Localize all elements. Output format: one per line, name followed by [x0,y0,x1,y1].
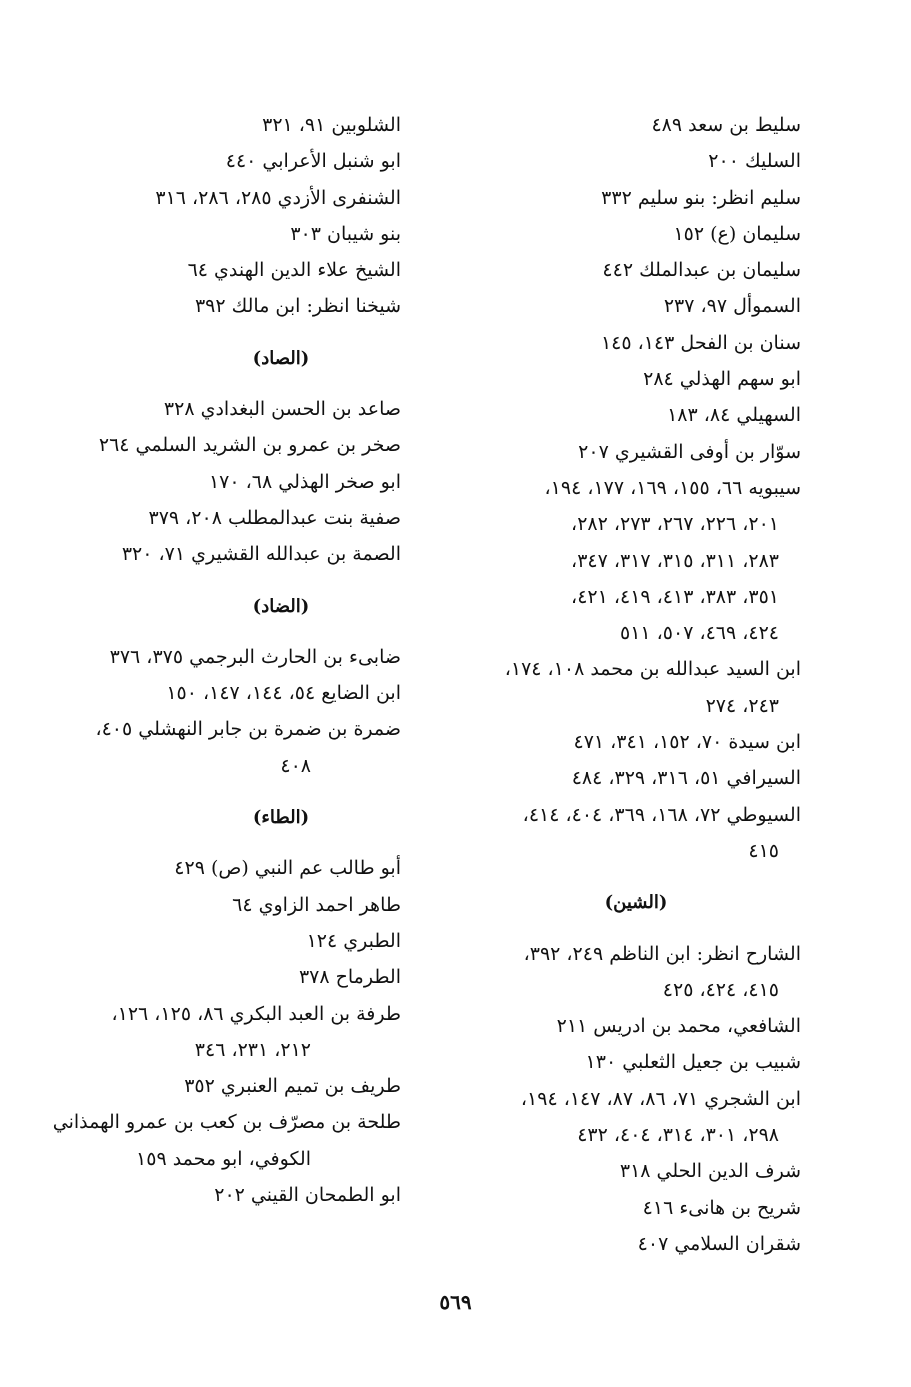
index-entry: السيوطي ٧٢، ١٦٨، ٣٦٩، ٤٠٤، ٤١٤، [522,803,801,826]
index-entry: السليك ٢٠٠ [708,150,801,173]
index-entry: ابو صخر الهذلي ٦٨، ١٧٠ [208,470,401,493]
daad-entries [51,639,401,784]
index-column-right [441,107,801,1262]
index-entry: سليط بن سعد ٤٨٩ [651,114,801,136]
index-entry: شيخنا انظر: ابن مالك ٣٩٢ [194,295,401,318]
index-entry: شبيب بن جعيل الثعلبي ١٣٠ [585,1051,801,1074]
sheen-entries-left [51,107,401,325]
index-entry: الطبري ١٢٤ [306,929,401,952]
index-entry: طريف بن تميم العنبري ٣٥٢ [184,1075,401,1098]
index-entry: الطرماح ٣٧٨ [298,966,401,989]
section-heading-taa: (الطاء) [252,807,310,829]
index-entry: ابن السيد عبدالله بن محمد ١٠٨، ١٧٤، [504,658,801,681]
section-heading-sheen: (الشين) [604,892,668,914]
index-entry: أبو طالب عم النبي (ص) ٤٢٩ [174,857,401,880]
saad-entries [51,391,401,572]
index-entry-continuation: ٢٩٨، ٣٠١، ٣١٤، ٤٠٤، ٤٣٢ [577,1124,779,1147]
index-column-left [51,107,401,1213]
index-entry: سليمان بن عبدالملك ٤٤٢ [602,259,801,282]
index-entry: بنو شيبان ٣٠٣ [290,222,401,245]
index-entry: سيبويه ٦٦، ١٥٥، ١٦٩، ١٧٧، ١٩٤، [544,476,801,499]
index-entry: سليمان (ع) ١٥٢ [673,222,801,245]
index-entry: صفية بنت عبدالمطلب ٢٠٨، ٣٧٩ [148,506,401,529]
index-entry: الشلوبين ٩١، ٣٢١ [262,114,401,136]
index-entry: ابو الطمحان القيني ٢٠٢ [214,1184,401,1207]
index-entry: ضابىء بن الحارث البرجمي ٣٧٥، ٣٧٦ [109,645,401,668]
index-entry-continuation: الكوفي، ابو محمد ١٥٩ [136,1147,311,1170]
section-heading-daad: (الضاد) [252,595,310,617]
index-entry-continuation: ٢٠١، ٢٢٦، ٢٦٧، ٢٧٣، ٢٨٢، [571,513,779,536]
index-entry: سليم انظر: بنو سليم ٣٣٢ [601,186,801,209]
index-entry: سنان بن الفحل ١٤٣، ١٤٥ [600,331,801,354]
index-entry: صخر بن عمرو بن الشريد السلمي ٢٦٤ [98,434,401,457]
index-entry: ابو سهم الهذلي ٢٨٤ [643,368,801,391]
index-entry-continuation: ٤٢٤، ٤٦٩، ٥٠٧، ٥١١ [619,622,779,645]
index-entry-continuation: ٣٥١، ٣٨٣، ٤١٣، ٤١٩، ٤٢١، [571,585,779,608]
index-entry: الشيخ علاء الدين الهندي ٦٤ [187,259,401,282]
index-entry: الشارح انظر: ابن الناظم ٢٤٩، ٣٩٢، [523,942,801,965]
section-heading-saad: (الصاد) [252,347,310,369]
index-entry-continuation: ٢٨٣، ٣١١، ٣١٥، ٣١٧، ٣٤٧، [571,549,779,572]
s-entries [441,107,801,869]
index-entry: صاعد بن الحسن البغدادي ٣٢٨ [163,398,401,421]
index-entry-continuation: ٤١٥ [748,839,779,862]
index-entry-continuation: ٤١٥، ٤٢٤، ٤٢٥ [662,978,779,1001]
index-entry-continuation: ٤٠٨ [280,754,311,777]
index-entry: سوّار بن أوفى القشيري ٢٠٧ [578,440,801,463]
index-entry: شريح بن هانىء ٤١٦ [642,1196,801,1219]
index-entry: الشنفرى الأزدي ٢٨٥، ٢٨٦، ٣١٦ [155,186,401,209]
index-entry: ضمرة بن ضمرة بن جابر النهشلي ٤٠٥، [95,718,401,741]
index-entry: طلحة بن مصرّف بن كعب بن عمرو الهمذاني [52,1111,401,1134]
index-entry: الصمة بن عبدالله القشيري ٧١، ٣٢٠ [121,543,401,566]
index-entry: الشافعي، محمد بن ادريس ٢١١ [556,1015,801,1038]
index-entry-continuation: ٢١٢، ٢٣١، ٣٤٦ [194,1038,311,1061]
index-entry: شقران السلامي ٤٠٧ [637,1232,801,1255]
page-number: ٥٦٩ [439,1290,472,1314]
index-entry: ابن سيدة ٧٠، ١٥٢، ٣٤١، ٤٧١ [573,731,801,754]
sheen-entries-right [441,936,801,1263]
index-entry: طاهر احمد الزاوي ٦٤ [232,893,401,916]
index-entry: طرفة بن العبد البكري ٨٦، ١٢٥، ١٢٦، [111,1002,401,1025]
index-entry-continuation: ٢٤٣، ٢٧٤ [705,694,779,717]
index-entry: شرف الدين الحلي ٣١٨ [619,1160,801,1183]
index-entry: ابن الضايع ٥٤، ١٤٤، ١٤٧، ١٥٠ [166,682,401,705]
index-entry: السموأل ٩٧، ٢٣٧ [663,295,801,318]
index-entry: ابن الشجري ٧١، ٨٦، ٨٧، ١٤٧، ١٩٤، [520,1087,801,1110]
index-entry: السهيلي ٨٤، ١٨٣ [667,404,801,427]
taa-entries [51,850,401,1213]
index-entry: السيرافي ٥١، ٣١٦، ٣٢٩، ٤٨٤ [571,767,801,790]
index-entry: ابو شنبل الأعرابي ٤٤٠ [225,150,401,173]
